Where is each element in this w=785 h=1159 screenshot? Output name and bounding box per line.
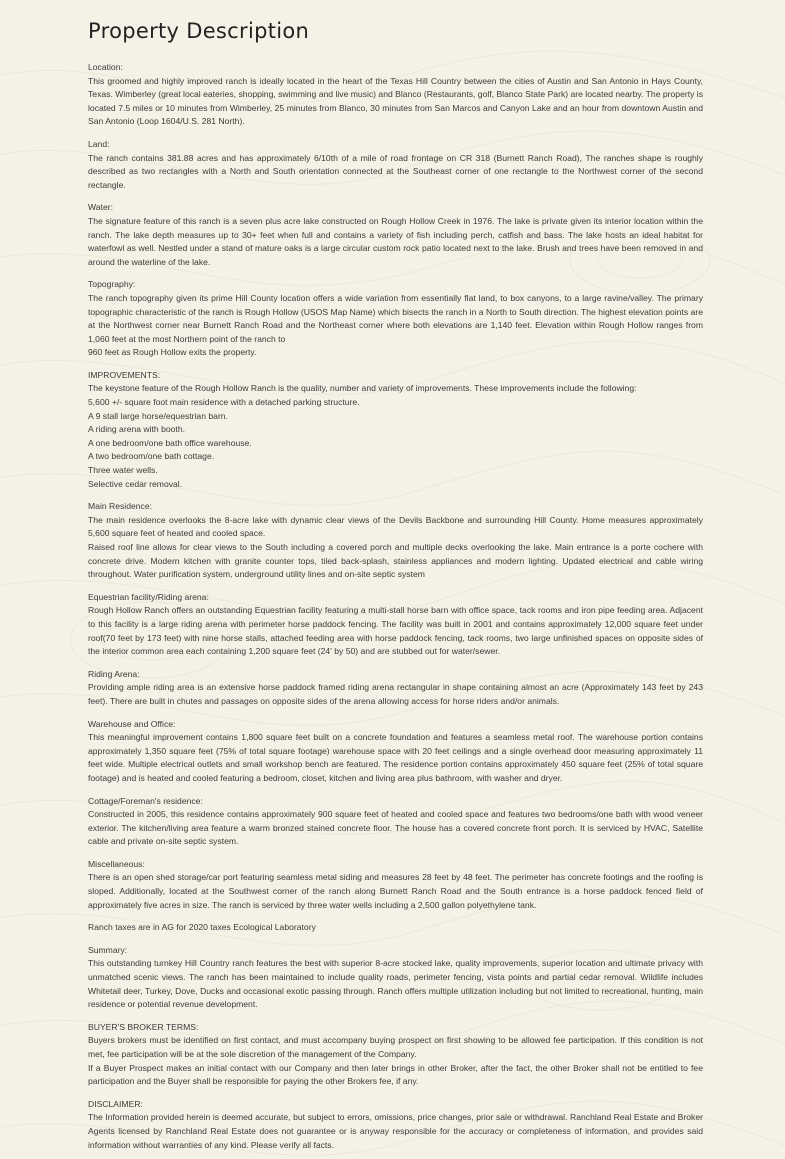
list-item: A one bedroom/one bath office warehouse. <box>88 437 252 448</box>
section-heading: Water: <box>88 202 113 213</box>
section <box>88 668 703 709</box>
section <box>88 138 703 192</box>
section-paragraph: 960 feet as Rough Hollow exits the property. <box>88 347 257 358</box>
section <box>88 944 703 1012</box>
section <box>88 858 703 912</box>
section <box>88 795 703 849</box>
section <box>88 591 703 659</box>
section-paragraph: There is an open shed storage/car port featuring seamless metal siding and measures 28 feet by 48 feet. The perimeter has concrete footings and the roofing is sloped. Additionally, located at the Southwest corner of the ranch along Burnett Ranch Road and the South entrance is a horse paddock fenced field of approximately five acres in size. The ranch is serviced by three water wells including a 2,500 gallon polyethylene tank. <box>88 872 703 910</box>
section-paragraph: Raised roof line allows for clear views to the South including a covered porch and multiple decks overlooking the lake. Main entrance is a porte cochere with concrete drive. Modern kitchen with granite counter tops, tiled back-splash, stainless appliances and modern lighting. Updated electrical and cable wiring throughout. Water purification system, underground utility lines and on-site septic system <box>88 542 703 580</box>
section-paragraph: Buyers brokers must be identified on first contact, and must accompany buying prospect on first showing to be allowed fee participation. If this condition is not met, fee participation will be at the sole discretion of the management of the Company. <box>88 1035 703 1059</box>
section-paragraph: The ranch topography given its prime Hill County location offers a wide variation from essentially flat land, to box canyons, to a large ravine/valley. The primary topographic characteristic of the ranch is Rough Hollow (USOS Map Name) which bisects the ranch in a North to South direction. The highest elevation points are at the Northwest corner near Burnett Ranch Road and the Northeast corner where both elevations are 1,140 feet. Elevation within Rough Hollow ranges from 1,060 feet at the most Northern point of the ranch to <box>88 292 703 344</box>
section <box>88 500 703 582</box>
section <box>88 718 703 786</box>
section-heading: BUYER'S BROKER TERMS: <box>88 1021 199 1032</box>
section-paragraph: This groomed and highly improved ranch is ideally located in the heart of the Texas Hill Country between the cities of Austin and San Antonio in Hays County, Texas. Wimberley (great local eateries, shopping, swimming and live music) and Blanco (Restaurants, golf, Blanco State Park) are located nearby. The property is located 7.5 miles or 10 minutes from Wimberley, 25 minutes from Blanco, 30 minutes from San Marcos and Canyon Lake and an hour from downtown Austin and San Antonio (Loop 1604/U.S. 281 North). <box>88 75 703 127</box>
section-heading: Warehouse and Office: <box>88 718 176 729</box>
section-heading: DISCLAIMER: <box>88 1098 143 1109</box>
section <box>88 278 703 360</box>
section-paragraph: The ranch contains 381.88 acres and has approximately 6/10th of a mile of road frontage on CR 318 (Burnett Ranch Road), The ranches shape is roughly described as two rectangles with a North and South orientation connected at the Southeast corner of one rectangle to the Northwest corner of the second rectangle. <box>88 152 703 190</box>
section-heading: Equestrian facility/Riding arena: <box>88 591 209 602</box>
section-paragraph: Rough Hollow Ranch offers an outstanding Equestrian facility featuring a multi-stall horse barn with office space, tack rooms and iron pipe feeding area. Adjacent to this facility is a large riding arena with perimeter horse paddock fencing. The facility was built in 2001 and contains approximately 12,000 square feet under roof(70 feet by 173 feet) with nine horse stalls, attached feeding area with horse paddock fencing, tack rooms, two large unfinished spaces on opposite sides of the interior common area each containing 1,200 square feet (24' by 50) and are stubbed out for water/sewer. <box>88 605 703 657</box>
sections-container <box>88 61 703 1152</box>
section-paragraph: If a Buyer Prospect makes an initial contact with our Company and then later brings in other Broker, after the fact, the other Broker shall not be entitled to fee participation and the Buyer shall be responsible for paying the other Brokers fee, if any. <box>88 1062 703 1087</box>
list-item: A riding arena with booth. <box>88 424 185 435</box>
section-heading: Miscellaneous: <box>88 858 145 869</box>
list-item: The keystone feature of the Rough Hollow Ranch is the quality, number and variety of improvements. These improvements include the following: <box>88 383 637 394</box>
section-paragraph: Providing ample riding area is an extensive horse paddock framed riding arena rectangular in shape containing almost an acre (Approximately 143 feet by 243 feet). There are built in chutes and passages on opposite sides of the arena allowing access for horse riders and/or animals. <box>88 682 703 706</box>
section-heading: Riding Arena: <box>88 668 140 679</box>
section-heading: Location: <box>88 62 123 72</box>
section-heading: Topography: <box>88 279 136 290</box>
section-paragraph: The main residence overlooks the 8-acre lake with dynamic clear views of the Devils Backbone and surrounding Hill County. Home measures approximately 5,600 square feet of heated and cooled space. <box>88 514 703 539</box>
section-paragraph: Ranch taxes are in AG for 2020 taxes Ecological Laboratory <box>88 922 316 933</box>
section-paragraph: This outstanding turnkey Hill Country ranch features the best with superior 8-acre stocked lake, quality improvements, superior location and ultimate privacy with unmatched scenic views. The ranch has been maintained to include quality roads, perimeter fencing, vista points and partial cedar removal. Wildlife includes Whitetail deer, Turkey, Dove, Ducks and occasional exotic passing through. Ranch offers multiple utilization including but not limited to recreational, hunting, main residence or potential revenue development. <box>88 958 703 1010</box>
page-title: Property Description <box>88 19 310 43</box>
list-item: A 9 stall large horse/equestrian barn. <box>88 410 228 421</box>
section-heading: Main Residence: <box>88 501 153 512</box>
section-heading: IMPROVEMENTS: <box>88 369 161 380</box>
section-paragraph: The Information provided herein is deemed accurate, but subject to errors, omissions, price changes, prior sale or withdrawal. Ranchland Real Estate and Broker Agents licensed by Ranchland Real Estate does not guarantee or is anyway responsible for the accuracy or completeness of information, and provides said information without warranties of any kind. Please verify all facts. <box>88 1112 703 1150</box>
section <box>88 1021 703 1089</box>
section-heading: Cottage/Foreman's residence: <box>88 795 203 806</box>
list-item: A two bedroom/one bath cottage. <box>88 451 215 462</box>
list-item: Three water wells. <box>88 465 158 476</box>
section <box>88 369 703 491</box>
section-heading: Summary: <box>88 944 128 955</box>
section <box>88 201 703 269</box>
section <box>88 1098 703 1152</box>
section <box>88 921 703 935</box>
list-item: 5,600 +/- square foot main residence with a detached parking structure. <box>88 397 360 408</box>
section <box>88 61 703 129</box>
list-item: Selective cedar removal. <box>88 478 183 489</box>
section-paragraph: The signature feature of this ranch is a seven plus acre lake constructed on Rough Hollow Creek in 1976. The lake is private given its interior location within the ranch. The lake depth measures up to 30+ feet when full and contains a variety of fish including perch, catfish and bass. The lake hosts an ideal habitat for waterfowl as well. Nestled under a stand of mature oaks is a large circular custom rock patio located next to the lake. Brush and trees have been removed in and around the waterline of the lake. <box>88 215 703 267</box>
section-paragraph: This meaningful improvement contains 1,800 square feet built on a concrete foundation and features a seamless metal roof. The warehouse portion contains approximately 1,350 square feet (75% of total square footage) warehouse space with 20 feet ceilings and a single overhead door measuring approximately 11 feet wide. Multiple electrical outlets and small workshop bench are featured. The residence portion contains approximately 450 square feet (25% of total square footage) and is heated and cooled featuring a bedroom, closet, kitchen and living area plus bathroom, with washer and dryer. <box>88 732 703 783</box>
section-heading: Land: <box>88 138 110 149</box>
section-paragraph: Constructed in 2005, this residence contains approximately 900 square feet of heated and cooled space and features two bedrooms/one bath with wood veneer exterior. The kitchen/living area feature a warm bronzed stained concrete floor. The house has a covered concrete front porch. It is serviced by HVAC, Satellite cable and private on-site septic system. <box>88 809 703 847</box>
